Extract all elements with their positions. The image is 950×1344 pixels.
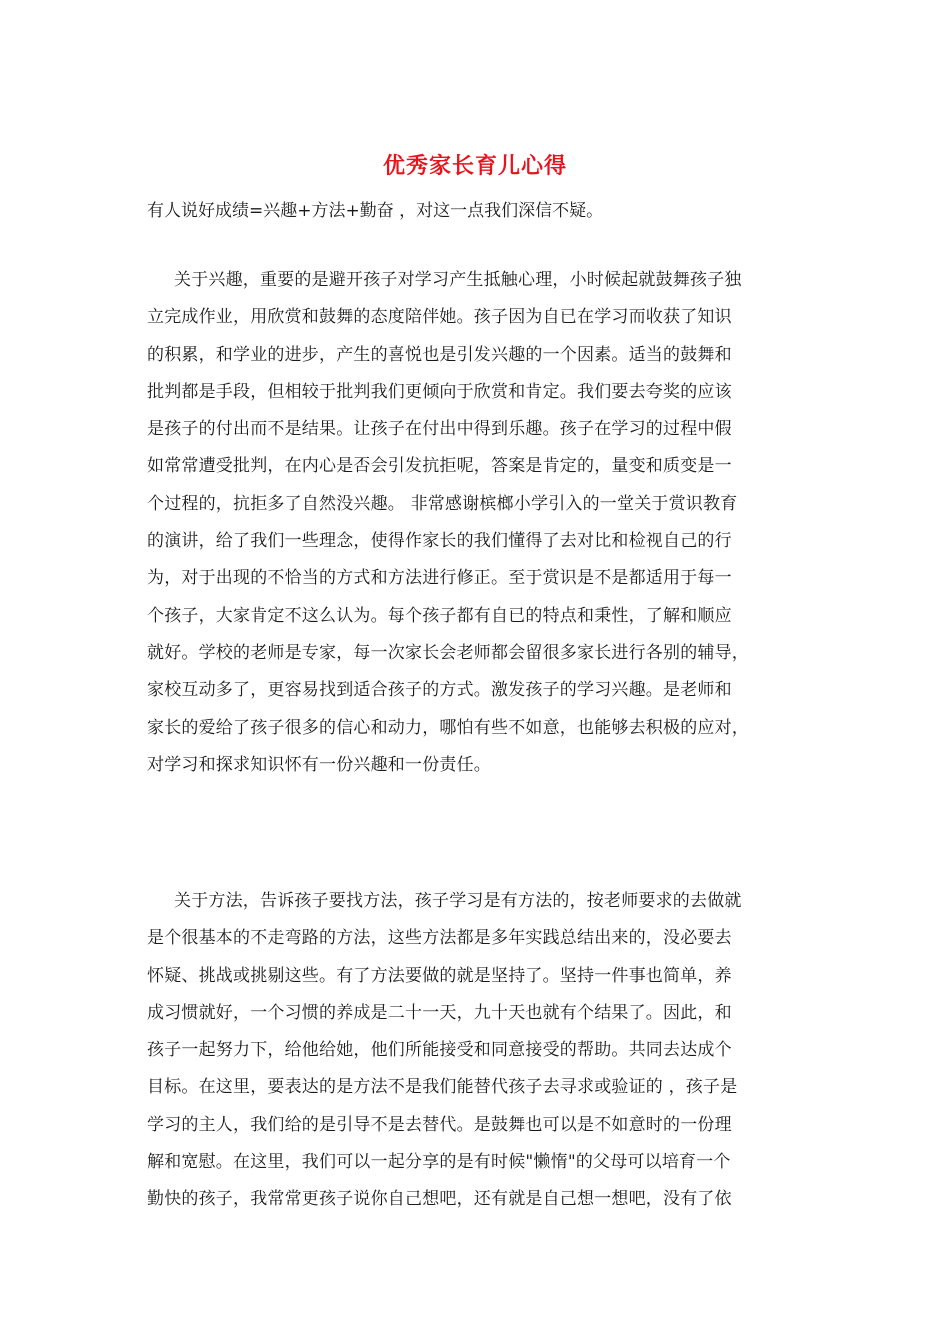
paragraph-line: 就好。学校的老师是专家，每一次家长会老师都会留很多家长进行各别的辅导， bbox=[147, 642, 749, 663]
paragraph-line: 成习惯就好，一个习惯的养成是二十一天，九十天也就有个结果了。因此，和 bbox=[147, 1002, 732, 1023]
paragraph-line: 家校互动多了，更容易找到适合孩子的方式。激发孩子的学习兴趣。是老师和 bbox=[147, 680, 732, 701]
paragraph-method bbox=[147, 883, 817, 1219]
paragraph-line: 是孩子的付出而不是结果。让孩子在付出中得到乐趣。孩子在学习的过程中假 bbox=[147, 419, 732, 440]
paragraph-line: 是个很基本的不走弯路的方法，这些方法都是多年实践总结出来的，没必要去 bbox=[147, 928, 732, 949]
intro-line: 有人说好成绩=兴趣+方法+勤奋 ，对这一点我们深信不疑。 bbox=[147, 201, 604, 221]
paragraph-line: 关于方法，告诉孩子要找方法，孩子学习是有方法的，按老师要求的去做就 bbox=[174, 891, 742, 911]
paragraph-line: 的演讲，给了我们一些理念，使得作家长的我们懂得了去对比和检视自己的行 bbox=[147, 531, 732, 552]
paragraph-line: 批判都是手段，但相较于批判我们更倾向于欣赏和肯定。我们要去夸奖的应该 bbox=[147, 381, 732, 402]
paragraph-interest bbox=[147, 262, 817, 784]
paragraph-line: 对学习和探求知识怀有一份兴趣和一份责任。 bbox=[147, 754, 491, 775]
paragraph-line: 如常常遭受批判，在内心是否会引发抗拒呢，答案是肯定的，量变和质变是一 bbox=[147, 456, 732, 477]
paragraph-line: 勤快的孩子，我常常更孩子说你自己想吧，还有就是自己想一想吧，没有了依 bbox=[147, 1189, 732, 1210]
paragraph-line: 怀疑、挑战或挑剔这些。有了方法要做的就是坚持了。坚持一件事也简单，养 bbox=[147, 965, 732, 986]
document-title: 优秀家长育儿心得 bbox=[382, 153, 567, 179]
paragraph-line: 为，对于出现的不恰当的方式和方法进行修正。至于赏识是不是都适用于每一 bbox=[147, 568, 732, 589]
paragraph-line: 个过程的，抗拒多了自然没兴趣。 非常感谢槟榔小学引入的一堂关于赏识教育 bbox=[147, 493, 738, 514]
paragraph-line: 目标。在这里，要表达的是方法不是我们能替代孩子去寻求或验证的 ，孩子是 bbox=[147, 1077, 738, 1098]
paragraph-line: 学习的主人，我们给的是引导不是去替代。是鼓舞也可以是不如意时的一份理 bbox=[147, 1114, 732, 1135]
paragraph-line: 立完成作业，用欣赏和鼓舞的态度陪伴她。孩子因为自已在学习而收获了知识 bbox=[147, 307, 732, 328]
paragraph-line: 的积累，和学业的进步，产生的喜悦也是引发兴趣的一个因素。适当的鼓舞和 bbox=[147, 344, 732, 365]
paragraph-line: 解和宽慰。在这里，我们可以一起分享的是有时候"懒惰"的父母可以培育一个 bbox=[147, 1152, 731, 1173]
paragraph-line: 家长的爱给了孩子很多的信心和动力，哪怕有些不如意，也能够去积极的应对， bbox=[147, 717, 749, 738]
paragraph-line: 个孩子，大家肯定不这么认为。每个孩子都有自已的特点和秉性，了解和顺应 bbox=[147, 605, 732, 626]
paragraph-line: 孩子一起努力下，给他给她，他们所能接受和同意接受的帮助。共同去达成个 bbox=[147, 1040, 732, 1061]
paragraph-line: 关于兴趣，重要的是避开孩子对学习产生抵触心理，小时候起就鼓舞孩子独 bbox=[174, 270, 742, 290]
